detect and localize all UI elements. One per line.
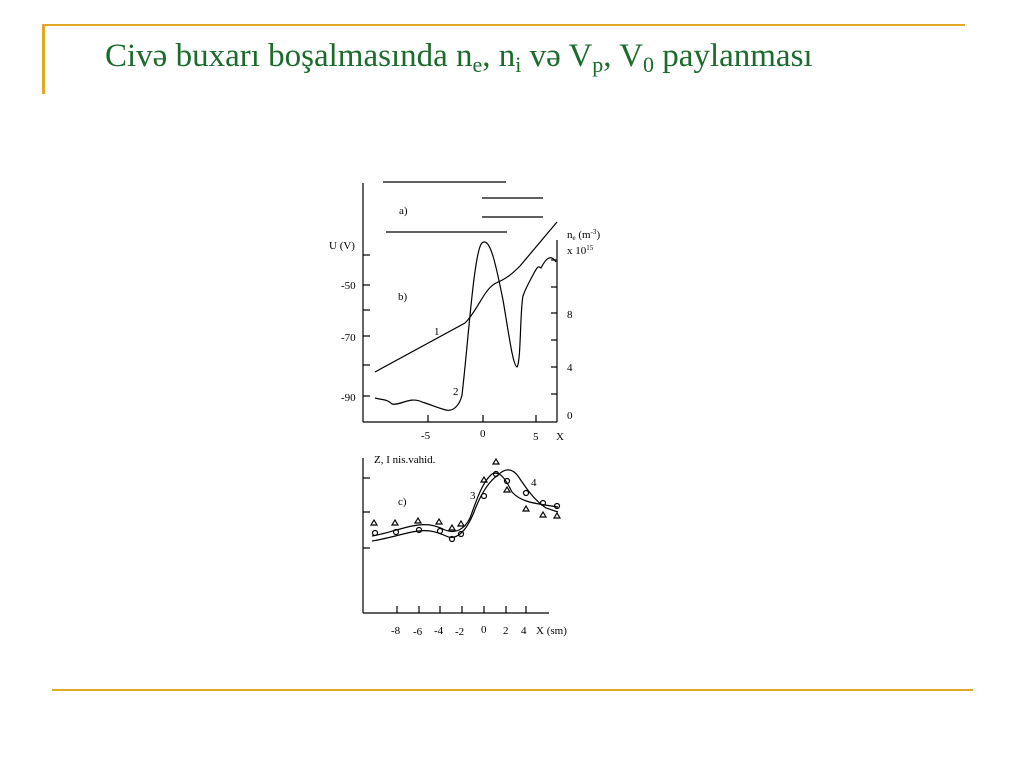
triangle-marker	[493, 459, 499, 464]
circle-marker	[524, 491, 529, 496]
x-tick-label-c: -8	[391, 625, 401, 637]
triangle-marker	[481, 477, 487, 482]
curve-label-1: 1	[434, 326, 440, 338]
x-tick-label-c: 4	[521, 625, 527, 637]
triangle-marker	[540, 512, 546, 517]
x-axis-label-c: X (sm)	[536, 625, 567, 637]
triangle-marker	[523, 506, 529, 511]
circle-marker	[417, 528, 422, 533]
x-tick-label-c: -2	[455, 626, 465, 638]
triangle-marker	[458, 521, 464, 526]
x-tick-label-c: -4	[434, 625, 444, 637]
triangle-marker	[504, 487, 510, 492]
x-tick-label-b: 5	[533, 431, 539, 443]
triangle-marker	[449, 525, 455, 530]
triangle-marker	[554, 513, 560, 518]
curve-2	[375, 242, 556, 410]
right-tick-label: 4	[567, 362, 573, 374]
left-tick-label: -90	[341, 392, 356, 404]
panel-b-label: b)	[398, 291, 408, 303]
x-tick-label-c: 0	[481, 624, 487, 636]
panel-a-label: a)	[399, 205, 408, 217]
curve-label-3: 3	[470, 490, 476, 502]
x-tick-label-b: -5	[421, 430, 431, 442]
circle-marker	[438, 529, 443, 534]
x-tick-label-c: -6	[413, 626, 423, 638]
panel-c-label: c)	[398, 496, 407, 508]
slide-title: Civə buxarı boşalmasında $n_e$, $n_i$ və $V_p$, $V_0$ paylanması	[105, 38, 813, 77]
right-tick-label: 0	[567, 410, 573, 422]
right-axis-label: ne $(m^{-3})$	[567, 228, 601, 242]
right-tick-label: 8	[567, 309, 573, 321]
triangle-marker	[392, 520, 398, 525]
circle-marker	[373, 531, 378, 536]
triangle-marker	[415, 518, 421, 523]
circle-marker	[482, 494, 487, 499]
triangle-marker	[371, 520, 377, 525]
left-axis-label: U (V)	[329, 240, 355, 252]
curve-label-4: 4	[531, 477, 537, 489]
accent-bottom-line	[52, 689, 973, 691]
left-tick-label: -50	[341, 280, 356, 292]
x-tick-label-c: 2	[503, 625, 509, 637]
right-axis-scale: x $10^{15}$	[567, 244, 594, 257]
x-axis-label-b: X	[556, 431, 564, 443]
left-tick-label: -70	[341, 332, 356, 344]
x-tick-label-b: 0	[480, 428, 486, 440]
curve-label-2: 2	[453, 386, 459, 398]
panel-c-ylabel: Z, I nis.vahid.	[374, 454, 436, 466]
triangle-marker	[436, 519, 442, 524]
